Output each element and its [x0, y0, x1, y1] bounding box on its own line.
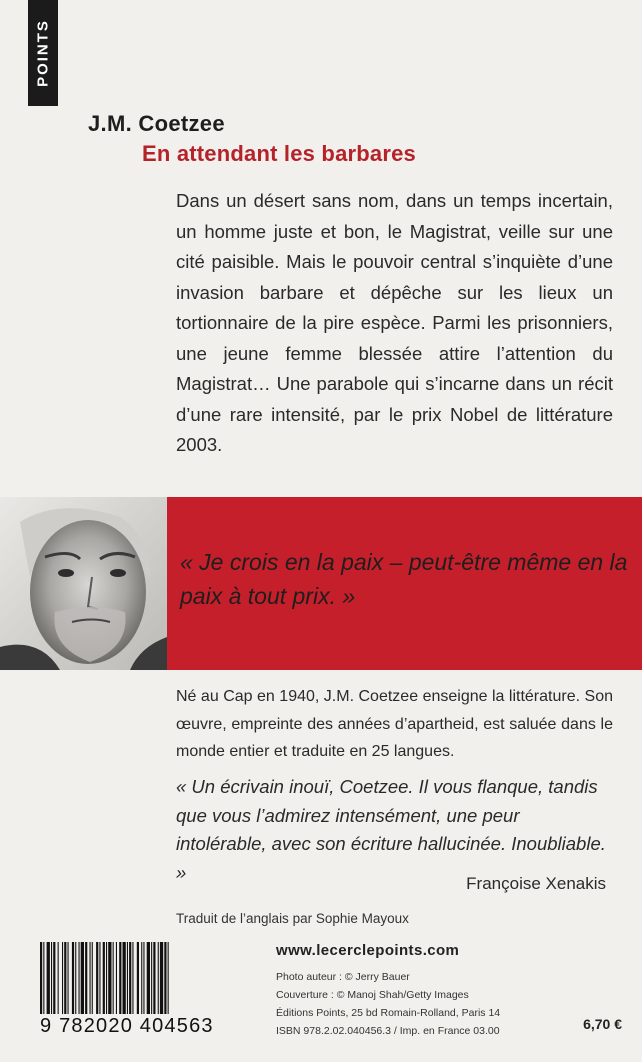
- publisher-logo: [28, 0, 58, 106]
- barcode-bar: [132, 942, 133, 1014]
- price: 6,70 €: [583, 1016, 622, 1032]
- barcode-bar: [85, 942, 87, 1014]
- author-portrait-image: [0, 497, 167, 670]
- translator-credit: Traduit de l’anglais par Sophie Mayoux: [176, 911, 409, 926]
- barcode-bar: [160, 942, 163, 1014]
- barcode-bar: [58, 942, 59, 1014]
- author-quote: « Je crois en la paix – peut-être même en la paix à tout prix. »: [180, 549, 628, 609]
- isbn-line: ISBN 978.2.02.040456.3 / Imp. en France 03.00: [276, 1025, 500, 1037]
- author-quote-box: [167, 497, 642, 670]
- credits-block: [276, 968, 500, 1040]
- barcode-bar: [99, 942, 100, 1014]
- barcode-bar: [92, 942, 93, 1014]
- barcode-bar: [64, 942, 66, 1014]
- author-portrait: [0, 497, 167, 670]
- barcode-bar: [90, 942, 91, 1014]
- barcode-bar: [116, 942, 117, 1014]
- barcode-bar: [68, 942, 69, 1014]
- barcode-bar: [123, 942, 126, 1014]
- barcode-bar: [108, 942, 111, 1014]
- barcode-bar: [103, 942, 105, 1014]
- book-title: En attendant les barbares: [142, 141, 416, 166]
- barcode-number: 9 782020 404563: [40, 1015, 214, 1037]
- barcode-bar: [106, 942, 107, 1014]
- barcode-bar: [81, 942, 84, 1014]
- barcode-bar: [137, 942, 139, 1014]
- barcode-bar: [158, 942, 159, 1014]
- barcode-bar: [153, 942, 155, 1014]
- barcode-bar: [53, 942, 55, 1014]
- author-name: J.M. Coetzee: [88, 111, 225, 136]
- photo-credit: Photo auteur : © Jerry Bauer: [276, 971, 410, 983]
- barcode-bar: [72, 942, 74, 1014]
- author-bio: Né au Cap en 1940, J.M. Coetzee enseigne la littérature. Son œuvre, empreinte des années d’apartheid, est saluée dans le monde entier et traduite en 25 langues.: [176, 688, 613, 760]
- book-blurb: Dans un désert sans nom, dans un temps incertain, un homme juste et bon, le Magistrat, veille sur une cité paisible. Mais le pouvoir central s’inquiète d’une invasion barbare et dépêche sur les lieux un tortionnaire de la pire espèce. Parmi les prisonniers, une jeune femme blessée attire l’attention du Magistrat… Une parabole qui s’incarne dans un récit d’une rare intensité, par le prix Nobel de littérature 2003.: [176, 190, 613, 455]
- barcode-bar: [113, 942, 114, 1014]
- barcode-bar: [147, 942, 150, 1014]
- barcode-bar: [51, 942, 52, 1014]
- publisher-website[interactable]: www.lecerclepoints.com: [276, 942, 460, 959]
- cover-credit: Couverture : © Manoj Shah/Getty Images: [276, 989, 469, 1001]
- barcode-bar: [43, 942, 44, 1014]
- barcode-bar: [40, 942, 42, 1014]
- barcode-bar: [96, 942, 98, 1014]
- publisher-address: Éditions Points, 25 bd Romain-Rolland, Paris 14: [276, 1007, 501, 1019]
- barcode-bar: [119, 942, 121, 1014]
- barcode-bar: [168, 942, 169, 1014]
- barcode-bar: [75, 942, 76, 1014]
- photo-quote-band: [0, 497, 642, 670]
- press-quote: « Un écrivain inouï, Coetzee. Il vous flanque, tandis que vous l’admirez intensément, une peur intolérable, avec son écriture hallucinée. Inoubliable. »: [176, 776, 606, 883]
- barcode-bar: [47, 942, 50, 1014]
- barcode-bar: [127, 942, 128, 1014]
- barcode-bar: [62, 942, 63, 1014]
- publisher-logo-text: POINTS: [34, 19, 52, 87]
- barcode-bar: [143, 942, 144, 1014]
- barcode-bar: [79, 942, 80, 1014]
- barcode-bar: [129, 942, 131, 1014]
- barcode-bar: [151, 942, 152, 1014]
- press-quote-attribution: Françoise Xenakis: [466, 874, 606, 893]
- barcode-bars: [38, 942, 262, 1014]
- barcode-bar: [164, 942, 166, 1014]
- barcode-bar: [141, 942, 142, 1014]
